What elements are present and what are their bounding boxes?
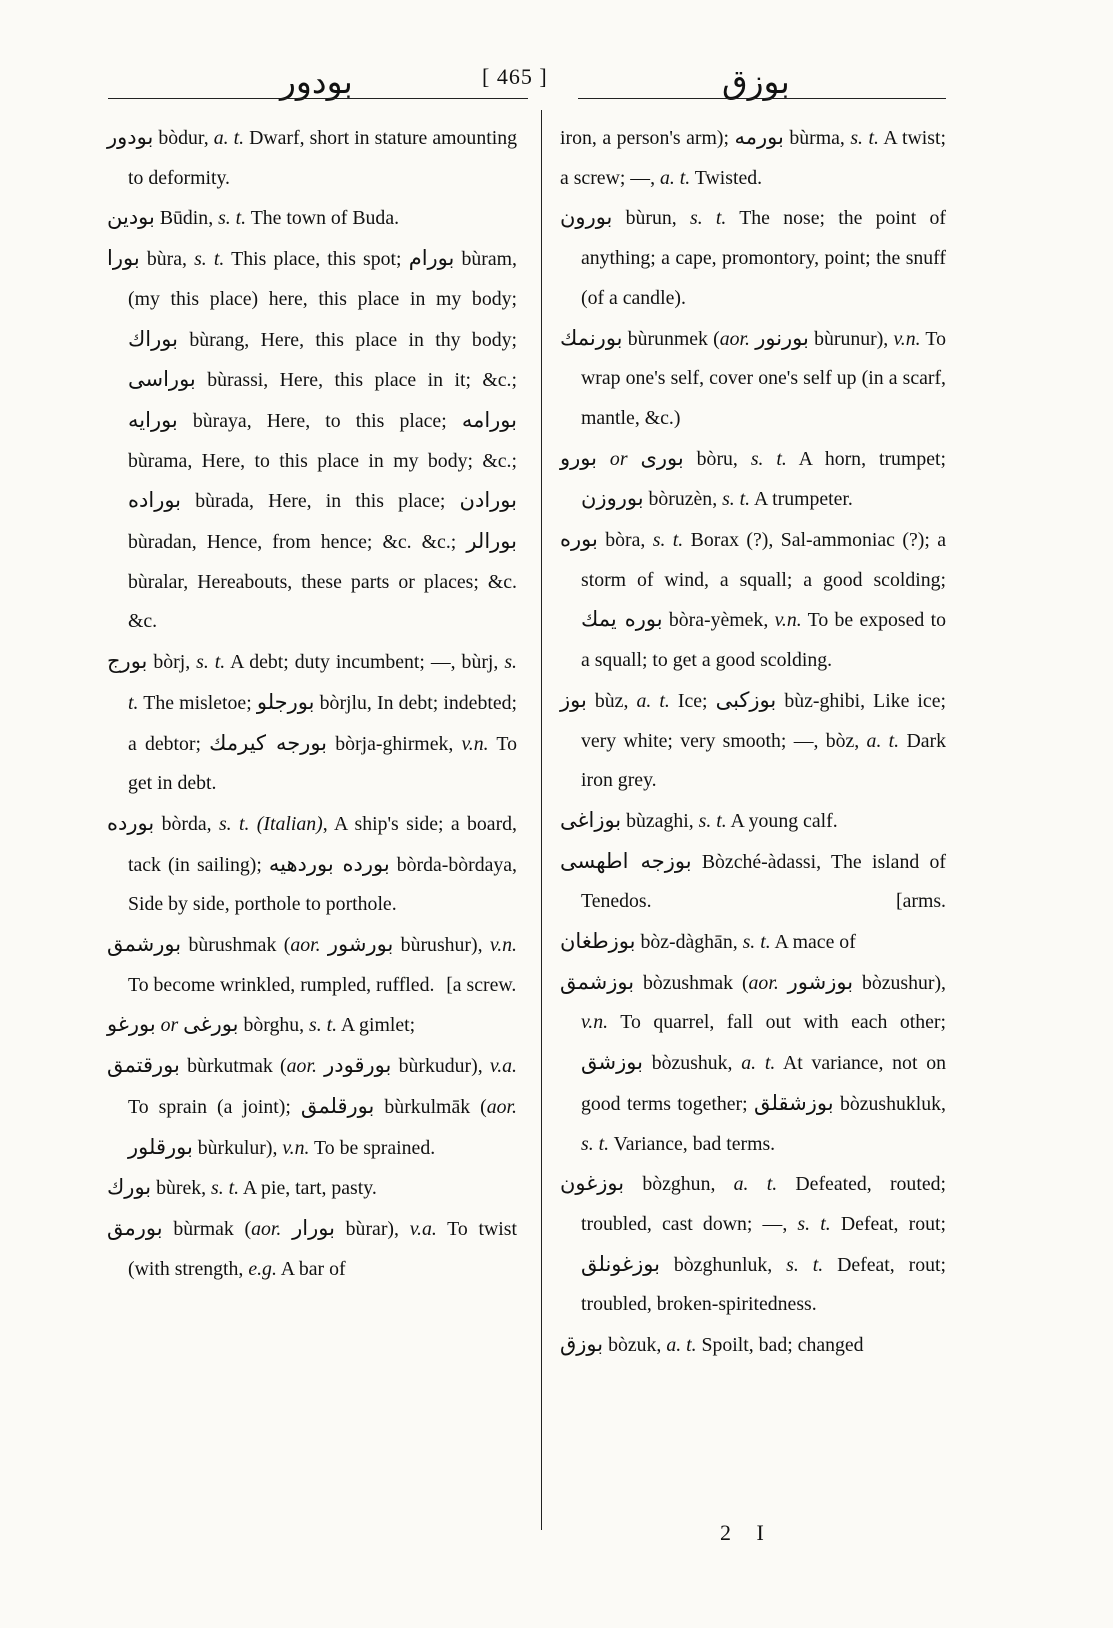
definition-text: Bòzché-àdassi, The island of Tenedos. <box>581 850 946 913</box>
dictionary-entry <box>560 963 946 1165</box>
definition-text: Dwarf, short in stature amounting to deformity. <box>128 127 517 189</box>
dictionary-entry <box>107 1005 517 1046</box>
definition-text: To sprain (a joint); <box>128 1095 301 1118</box>
grammar-abbrev: s. t. <box>797 1212 831 1235</box>
dictionary-entry <box>560 1325 946 1366</box>
definition-text: bùrkudur), <box>391 1055 490 1078</box>
grammar-abbrev: v.a. <box>489 1055 517 1078</box>
arabic-form: بوزشقلق <box>754 1090 834 1115</box>
dictionary-entry <box>560 319 946 439</box>
definition-text <box>779 972 788 994</box>
definition-text: A gimlet; <box>337 1014 416 1037</box>
definition-text: bùrun, <box>612 207 690 230</box>
definition-text: bùradan, Hence, from hence; &c. &c.; <box>128 531 467 554</box>
headword-arabic: بوز <box>560 687 587 712</box>
arabic-form: بورنور <box>755 325 809 350</box>
definition-text: bùra, <box>139 248 195 271</box>
definition-text: bòrj, <box>147 651 197 674</box>
definition-text: Spoilt, bad; changed <box>696 1334 864 1357</box>
definition-text: bùrama, Here, to this place in my body; &c.; <box>128 449 517 472</box>
catchword-note: [arms. <box>896 890 946 913</box>
grammar-abbrev: s. t. <box>309 1014 338 1037</box>
grammar-abbrev: v.n. <box>893 327 921 350</box>
headword-arabic: بورده <box>107 810 155 835</box>
arabic-form: بورادن <box>459 488 517 513</box>
definition-text: The nose; the point of anything; a cape, promontory, point; the snuff (of a candle). <box>581 207 946 309</box>
grammar-abbrev: aor. <box>251 1217 282 1240</box>
definition-text: bòzushur), <box>853 971 946 994</box>
grammar-abbrev: v.n. <box>282 1136 310 1159</box>
definition-text: To be sprained. <box>309 1136 436 1159</box>
dictionary-entry <box>107 1209 517 1289</box>
definition-text: A young calf. <box>726 809 838 832</box>
arabic-form: بوروزن <box>581 486 644 511</box>
definition-text: This place, this spot; <box>224 248 409 271</box>
dictionary-entry <box>560 1164 946 1325</box>
grammar-abbrev: s. t. <box>742 931 771 954</box>
definition-text: bùrushmak ( <box>181 934 291 957</box>
header-rule-left <box>108 98 528 99</box>
headword-arabic: بورج <box>107 649 148 674</box>
grammar-abbrev: s. t. (Italian) <box>218 812 323 835</box>
definition-text: bòra-yèmek, <box>662 609 775 632</box>
definition-text: Borax (?), Sal-ammoniac (?); a storm of wind, a squall; a good scolding; <box>581 529 947 591</box>
definition-text: bòrda-bòrdaya, Side by side, porthole to porthole. <box>128 853 517 916</box>
arabic-form: بورايه <box>128 407 178 432</box>
definition-text <box>321 934 328 956</box>
arabic-form: بورام <box>408 246 455 271</box>
grammar-abbrev: e.g. <box>248 1257 277 1280</box>
headword-arabic: بودين <box>107 205 155 230</box>
definition-text: Būdin, <box>154 207 219 230</box>
grammar-abbrev: v.a. <box>409 1217 437 1240</box>
definition-text: bòra, <box>597 529 653 552</box>
grammar-abbrev: a. t. <box>213 127 245 149</box>
grammar-abbrev: a. t. <box>666 1334 697 1357</box>
dictionary-entry <box>560 801 946 842</box>
definition-text: bòzushukluk, <box>833 1092 946 1115</box>
definition-text: A pie, tart, pasty. <box>239 1177 377 1200</box>
grammar-abbrev: s. t. <box>690 207 727 230</box>
definition-text: bòzushuk, <box>642 1052 742 1075</box>
definition-text: bòzghun, <box>624 1173 734 1196</box>
dictionary-entry <box>560 118 946 198</box>
grammar-abbrev: s. t. <box>196 651 226 674</box>
arabic-form: بورقلور <box>128 1134 193 1159</box>
definition-text: At variance, not on good terms together; <box>581 1052 946 1115</box>
definition-text: To twist (with strength, <box>128 1217 517 1280</box>
page-number: [ 465 ] <box>482 64 548 89</box>
arabic-form: بورجه كيرمك <box>209 730 328 755</box>
dictionary-entry <box>107 1168 517 1209</box>
definition-text: bùrang, Here, this place in thy body; <box>177 328 517 351</box>
arabic-form: بورقودر <box>324 1053 392 1078</box>
headword-arabic: بورمق <box>107 1215 163 1240</box>
dictionary-entry <box>560 922 946 963</box>
definition-text: bòrghu, <box>238 1014 310 1037</box>
arabic-form: بوراسى <box>128 367 196 392</box>
grammar-abbrev: s. t. <box>128 651 517 714</box>
definition-text: bòzuk, <box>603 1334 667 1357</box>
definition-text: iron, a person's arm); <box>560 127 735 149</box>
definition-text: bùrada, Here, in this place; <box>181 490 460 513</box>
definition-text: bùram, (my this place) here, this place in my body; <box>128 248 518 310</box>
left-running-head: بودور <box>280 62 353 101</box>
definition-text: Defeat, rout; troubled, broken-spiritedness. <box>581 1253 946 1316</box>
headword-arabic: بورقتمق <box>107 1053 180 1078</box>
arabic-form: بوره يمك <box>581 607 663 632</box>
definition-text: To be exposed to a squall; to get a good scolding. <box>581 609 946 672</box>
definition-text: bòruzèn, <box>643 488 723 511</box>
definition-text: The town of Buda. <box>246 207 400 230</box>
headword-arabic: بورون <box>560 205 613 230</box>
dictionary-entry <box>107 804 517 925</box>
definition-text: Dark iron grey. <box>581 729 946 792</box>
column-divider <box>541 110 542 1530</box>
catchword-note: [a screw. <box>446 973 517 996</box>
arabic-form: بورشور <box>327 932 394 957</box>
definition-text: A horn, trumpet; <box>786 447 946 470</box>
headword-arabic: بورك <box>107 1175 152 1200</box>
definition-text: Ice; <box>669 689 716 712</box>
arabic-form: بورقلمق <box>300 1093 375 1118</box>
definition-text: bùralar, Hereabouts, these parts or places; &c. &c. <box>128 570 517 633</box>
arabic-form: بورمه <box>734 125 784 149</box>
dictionary-entry <box>560 842 946 922</box>
definition-text: bòrda, <box>154 812 219 835</box>
grammar-abbrev: s. t. <box>218 207 247 230</box>
definition-text: bùraya, Here, to this place; <box>177 409 462 432</box>
grammar-abbrev: s. t. <box>786 1253 824 1276</box>
grammar-abbrev: aor. <box>286 1055 317 1078</box>
arabic-form: بورده بوردهيه <box>268 851 390 876</box>
definition-text: To become wrinkled, rumpled, ruffled. <box>128 973 435 996</box>
headword-arabic: بورا <box>107 246 140 271</box>
grammar-abbrev: a. t. <box>636 689 670 712</box>
definition-text: bùrkulur), <box>192 1136 283 1159</box>
grammar-abbrev: s. t. <box>722 488 751 511</box>
definition-text: bùrar), <box>334 1217 410 1240</box>
definition-text: bòzushmak ( <box>634 971 749 994</box>
grammar-abbrev: v.n. <box>581 1011 609 1034</box>
dictionary-entry <box>107 239 517 642</box>
dictionary-entry <box>107 1046 517 1168</box>
headword-arabic: بورشمق <box>107 932 182 957</box>
grammar-abbrev: a. t. <box>659 166 691 189</box>
definition-text: A bar of <box>276 1257 346 1280</box>
definition-text: To get in debt. <box>128 732 517 795</box>
definition-text: bùrmak ( <box>162 1217 252 1240</box>
arabic-form: بوزشور <box>787 969 854 994</box>
dictionary-entry <box>107 925 517 1005</box>
grammar-abbrev: or <box>609 447 628 470</box>
headword-arabic: بوزجه اطهسى <box>560 848 692 873</box>
arabic-form: بوراك <box>128 326 178 351</box>
definition-text: bùrkulmāk ( <box>374 1095 487 1118</box>
grammar-abbrev: a. t. <box>741 1052 776 1075</box>
definition-text: bùrek, <box>151 1177 212 1200</box>
grammar-abbrev: a. t. <box>866 729 900 752</box>
right-column <box>560 118 946 1366</box>
header-rule-right <box>578 98 946 99</box>
dictionary-entry <box>107 118 517 198</box>
definition-text: bòzghunluk, <box>659 1253 787 1276</box>
arabic-form: بوزشق <box>581 1050 643 1075</box>
right-running-head: بوزق <box>722 62 790 101</box>
headword-arabic: بورنمك <box>560 325 623 350</box>
definition-text: The misletoe; <box>138 691 257 714</box>
definition-text: bùrushur), <box>393 934 490 957</box>
grammar-abbrev: s. t. <box>850 127 879 149</box>
definition-text <box>628 448 641 470</box>
grammar-abbrev: v.n. <box>489 934 517 957</box>
definition-text: A mace of <box>770 931 856 954</box>
definition-text: A twist; a screw; —, <box>560 127 946 189</box>
arabic-form: بوزكبى <box>715 687 777 712</box>
headword-arabic: بوزق <box>560 1332 604 1357</box>
definition-text: A trumpeter. <box>750 488 853 511</box>
grammar-abbrev: aor. <box>486 1095 517 1118</box>
definition-text: Variance, bad terms. <box>609 1132 776 1155</box>
definition-text: bùrassi, Here, this place in it; &c.; <box>195 369 517 392</box>
grammar-abbrev: aor. <box>719 327 750 350</box>
grammar-abbrev: s. t. <box>581 1132 610 1155</box>
definition-text: bùz-ghibi, Like ice; very white; very smooth; —, bòz, <box>581 689 946 752</box>
headword-arabic: بوزغون <box>560 1171 625 1196</box>
grammar-abbrev: s. t. <box>194 248 225 271</box>
dictionary-entry <box>107 642 517 804</box>
dictionary-entry <box>107 198 517 239</box>
grammar-abbrev: s. t. <box>698 809 727 832</box>
headword-arabic: بورغو <box>107 1012 156 1037</box>
definition-text: To quarrel, fall out with each other; <box>608 1011 946 1034</box>
definition-text: A debt; duty incumbent; —, bùrj, <box>225 651 505 674</box>
dictionary-entry <box>560 681 946 801</box>
dictionary-entry <box>560 520 946 681</box>
arabic-form: بورغى <box>183 1012 239 1037</box>
dictionary-entry <box>560 198 946 318</box>
definition-text: , A ship's side; a board, tack (in sailing); <box>128 812 518 876</box>
definition-text <box>281 1218 292 1240</box>
definition-text <box>597 448 610 470</box>
definition-text: bùrma, <box>783 127 851 149</box>
grammar-abbrev: or <box>160 1014 179 1037</box>
arabic-form: بورامه <box>461 407 517 432</box>
grammar-abbrev: s. t. <box>652 529 684 552</box>
headword-arabic: بوزاغى <box>560 807 622 832</box>
definition-text: bòz-dàghān, <box>635 931 743 954</box>
grammar-abbrev: aor. <box>748 971 779 994</box>
signature-mark: 2 I <box>720 1520 774 1545</box>
definition-text: To wrap one's self, cover one's self up (in a scarf, mantle, &c.) <box>581 327 946 429</box>
grammar-abbrev: a. t. <box>733 1173 778 1196</box>
definition-text: bòdur, <box>153 127 214 149</box>
dictionary-entry <box>560 439 946 520</box>
grammar-abbrev: v.n. <box>461 732 489 755</box>
arabic-form: بورار <box>292 1215 335 1240</box>
definition-text: bùz, <box>586 689 637 712</box>
definition-text: bòrjlu, In debt; indebted; a debtor; <box>128 691 517 755</box>
grammar-abbrev: s. t. <box>750 447 787 470</box>
headword-arabic: بوره <box>560 527 598 552</box>
definition-text: bùrunur), <box>808 327 894 350</box>
headword-arabic: بوزشمق <box>560 969 635 994</box>
definition-text: bùrunmek ( <box>622 327 720 350</box>
headword-arabic: بودور <box>107 125 154 149</box>
arabic-form: بورجلو <box>256 689 315 714</box>
left-column <box>107 118 517 1289</box>
definition-text: bòrja-ghirmek, <box>327 732 462 755</box>
grammar-abbrev: s. t. <box>211 1177 240 1200</box>
headword-arabic: بوزطغان <box>560 929 636 954</box>
headword-arabic: بورو <box>560 445 597 470</box>
definition-text: bùrkutmak ( <box>179 1055 287 1078</box>
definition-text: bùzaghi, <box>621 809 699 832</box>
arabic-form: بوراده <box>128 488 182 513</box>
arabic-form: بورى <box>640 445 684 470</box>
definition-text: Defeated, routed; troubled, cast down; —, <box>581 1173 946 1235</box>
arabic-form: بوزغونلق <box>581 1251 660 1276</box>
arabic-form: بورالر <box>466 529 517 554</box>
grammar-abbrev: v.n. <box>774 609 802 632</box>
definition-text: bòru, <box>683 447 751 470</box>
definition-text: Defeat, rout; <box>830 1212 946 1235</box>
definition-text: Twisted. <box>690 166 763 189</box>
page-header <box>0 52 1113 108</box>
grammar-abbrev: aor. <box>290 934 321 957</box>
